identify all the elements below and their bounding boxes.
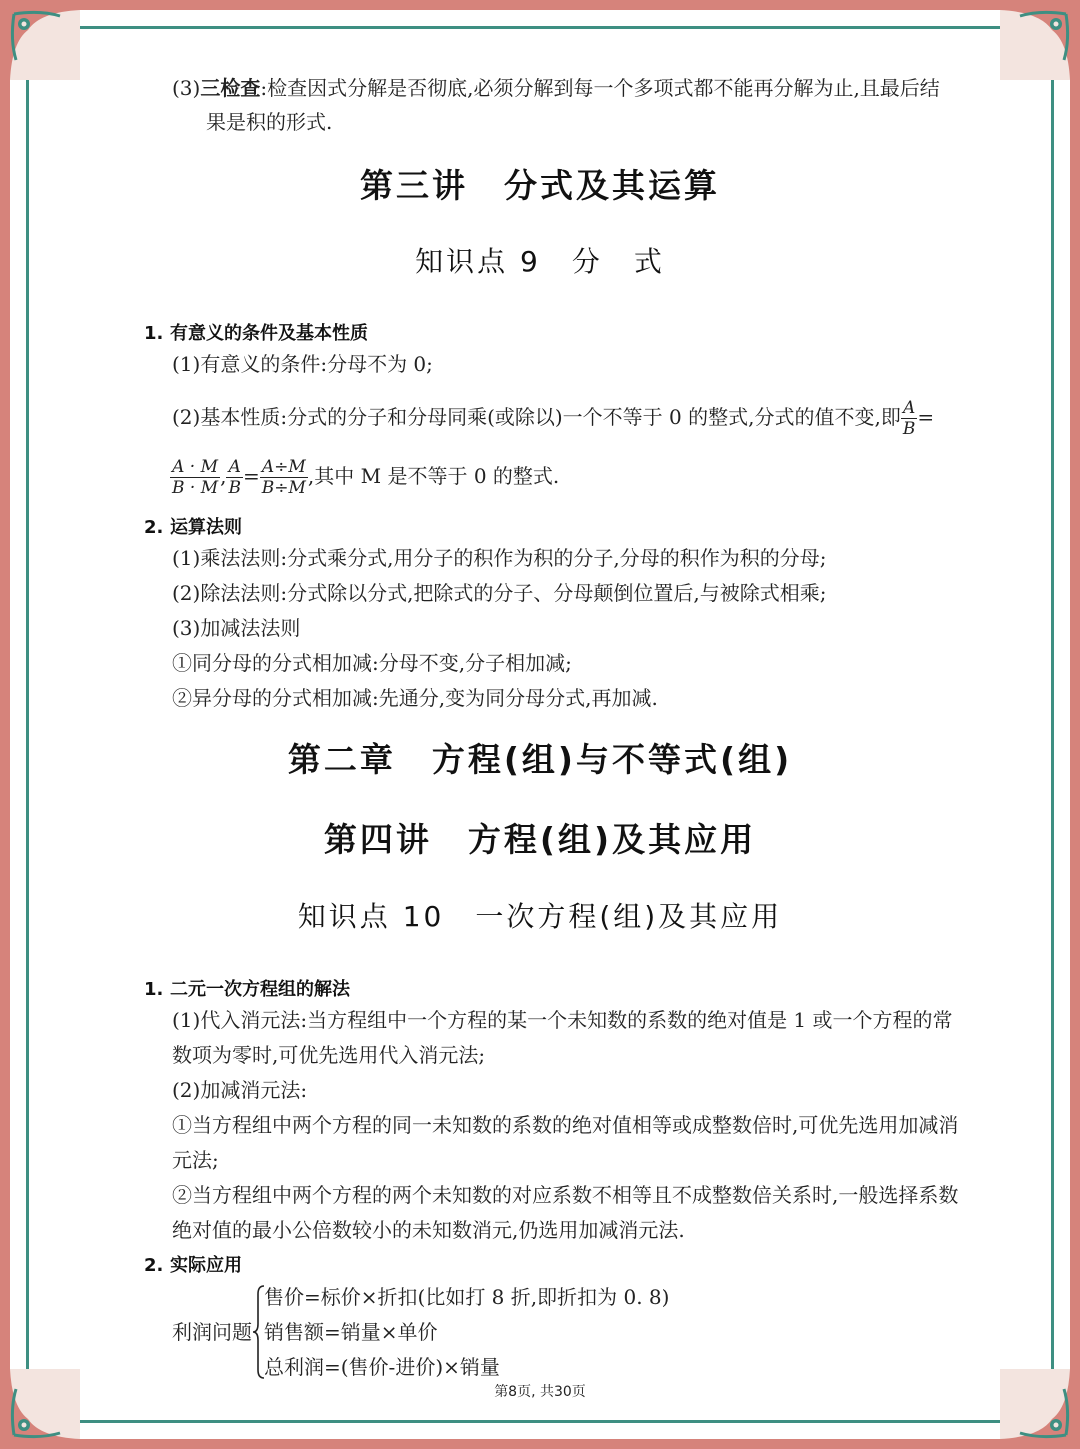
fraction-denominator: B · M xyxy=(172,478,219,498)
list-item-cont: 元法; xyxy=(172,1148,219,1172)
fraction-numerator: A xyxy=(226,457,243,478)
section-number: 2. xyxy=(144,1255,164,1276)
fraction-am-over-bm xyxy=(170,457,220,498)
item-text: :检查因式分解是否彻底,必须分解到每一个多项式都不能再分解为止,且最后结 xyxy=(260,76,940,100)
list-item: (1)代入消元法:当方程组中一个方程的某一个未知数的系数的绝对值是 1 或一个方程的常 xyxy=(172,1008,953,1032)
comma: , xyxy=(220,464,227,488)
list-item: ①同分母的分式相加减:分母不变,分子相加减; xyxy=(172,651,572,675)
knowledge-point-9-title: 知识点 9 分 式 xyxy=(415,245,665,278)
fraction-denominator: B xyxy=(902,419,916,439)
profit-label: 利润问题 xyxy=(172,1320,252,1344)
list-item-cont: 数项为零时,可优先选用代入消元法; xyxy=(172,1043,486,1067)
property-tail: ,其中 M 是不等于 0 的整式. xyxy=(307,464,560,488)
section-title-text: 有意义的条件及基本性质 xyxy=(170,323,368,344)
fraction-a-over-b-2 xyxy=(226,457,243,498)
equals-sign: = xyxy=(917,405,935,429)
item-key: 三检查 xyxy=(200,76,261,100)
list-item-cont: 绝对值的最小公倍数较小的未知数消元,仍选用加减消元法. xyxy=(172,1218,685,1242)
fraction-a-over-b xyxy=(901,398,918,439)
section-title xyxy=(144,975,350,1001)
knowledge-point-10-title: 知识点 10 一次方程(组)及其应用 xyxy=(297,900,783,933)
section-title xyxy=(144,513,242,539)
equals-sign: = xyxy=(242,464,260,488)
item-label: (3) xyxy=(172,76,201,100)
profit-formula: 总利润=(售价-进价)×销量 xyxy=(264,1355,500,1379)
section-number: 2. xyxy=(144,517,164,538)
fraction-numerator: A · M xyxy=(170,457,220,478)
profit-formula: 销售额=销量×单价 xyxy=(264,1320,438,1344)
section-number: 1. xyxy=(144,979,164,1000)
chapter-2-title: 第二章 方程(组)与不等式(组) xyxy=(287,740,793,779)
fraction-adivm-over-bdivm xyxy=(260,457,308,498)
page-number: 第8页, 共30页 xyxy=(494,1384,586,1400)
section-title xyxy=(144,1251,242,1277)
profit-formula: 售价=标价×折扣(比如打 8 折,即折扣为 0. 8) xyxy=(264,1285,670,1309)
section-title-text: 二元一次方程组的解法 xyxy=(170,979,350,1000)
factor-check-line xyxy=(172,74,940,102)
lecture-4-title: 第四讲 方程(组)及其应用 xyxy=(323,820,757,859)
list-item: (3)加减法法则 xyxy=(172,616,301,640)
section-number: 1. xyxy=(144,323,164,344)
fraction-denominator: B xyxy=(228,478,241,498)
section-title xyxy=(144,319,368,345)
fraction-numerator: A÷M xyxy=(260,457,308,478)
property-formula-line xyxy=(170,452,559,500)
list-item: ②异分母的分式相加减:先通分,变为同分母分式,再加减. xyxy=(172,686,658,710)
list-item: ②当方程组中两个方程的两个未知数的对应系数不相等且不成整数倍关系时,一般选择系数 xyxy=(172,1183,959,1207)
property-line xyxy=(172,398,934,439)
list-item: (2)除法法则:分式除以分式,把除式的分子、分母颠倒位置后,与被除式相乘; xyxy=(172,581,827,605)
section-title-text: 运算法则 xyxy=(170,517,242,538)
list-item: (1)有意义的条件:分母不为 0; xyxy=(172,352,433,376)
list-item: (2)加减消元法: xyxy=(172,1078,308,1102)
factor-check-cont: 果是积的形式. xyxy=(206,110,333,134)
fraction-denominator: B÷M xyxy=(261,478,306,498)
section-title-text: 实际应用 xyxy=(170,1255,242,1276)
fraction-numerator: A xyxy=(901,398,918,419)
list-item: (1)乘法法则:分式乘分式,用分子的积作为积的分子,分母的积作为积的分母; xyxy=(172,546,827,570)
property-text: (2)基本性质:分式的分子和分母同乘(或除以)一个不等于 0 的整式,分式的值不变,即 xyxy=(172,405,901,429)
lecture-3-title: 第三讲 分式及其运算 xyxy=(360,166,720,205)
list-item: ①当方程组中两个方程的同一未知数的系数的绝对值相等或成整数倍时,可优先选用加减消 xyxy=(172,1113,959,1137)
